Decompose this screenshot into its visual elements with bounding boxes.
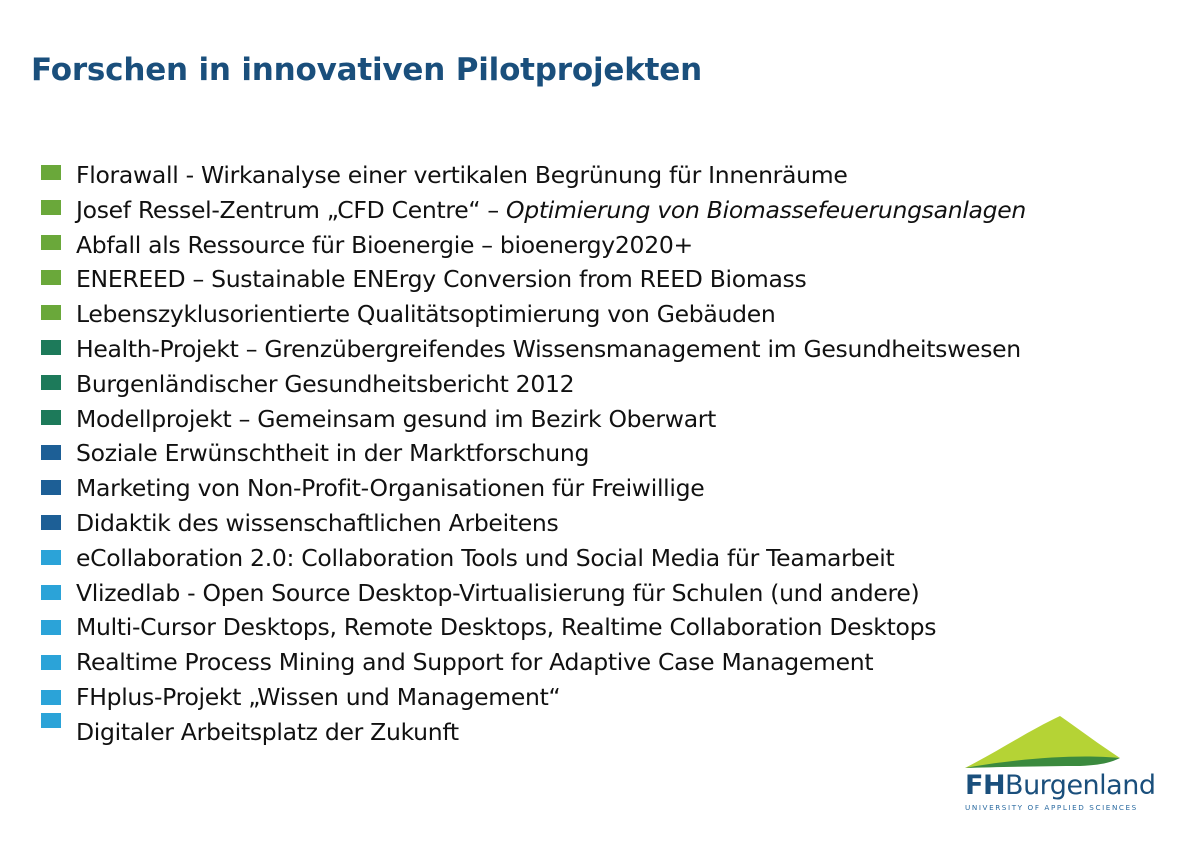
project-item-text: FHplus-Projekt „Wissen und Management“	[76, 682, 561, 711]
project-item	[76, 715, 1026, 750]
bullet-marker	[41, 585, 61, 600]
project-item	[76, 610, 1026, 645]
project-item	[76, 228, 1026, 263]
project-item	[76, 541, 1026, 576]
project-item-text: Vlizedlab - Open Source Desktop-Virtualisierung für Schulen (und andere)	[76, 578, 920, 607]
project-item-text: Soziale Erwünschtheit in der Marktforschung	[76, 439, 590, 468]
bullet-marker	[41, 690, 61, 705]
project-item-text: Health-Projekt – Grenzübergreifendes Wissensmanagement im Gesundheitswesen	[76, 334, 1021, 363]
project-item-text: Burgenländischer Gesundheitsbericht 2012	[76, 369, 575, 398]
bullet-marker	[41, 445, 61, 460]
project-item-text: Marketing von Non-Profit-Organisationen für Freiwillige	[76, 474, 705, 503]
project-item	[76, 262, 1026, 297]
project-item-text: Realtime Process Mining and Support for Adaptive Case Management	[76, 648, 874, 677]
bullet-marker	[41, 713, 61, 728]
project-item-text: Lebenszyklusorientierte Qualitätsoptimierung von Gebäuden	[76, 300, 776, 329]
project-item-text: Digitaler Arbeitsplatz der Zukunft	[76, 717, 459, 746]
project-item-text: eCollaboration 2.0: Collaboration Tools und Social Media für Teamarbeit	[76, 543, 895, 572]
bullet-marker	[41, 305, 61, 320]
project-item	[76, 506, 1026, 541]
bullet-marker	[41, 200, 61, 215]
project-item	[76, 680, 1026, 715]
project-item-text: Modellprojekt – Gemeinsam gesund im Bezirk Oberwart	[76, 404, 717, 433]
bullet-marker	[41, 550, 61, 565]
bullet-marker	[41, 165, 61, 180]
project-item	[76, 297, 1026, 332]
project-item-text: Josef Ressel-Zentrum „CFD Centre“ –	[76, 195, 507, 224]
bullet-markers	[41, 165, 63, 725]
project-item	[76, 645, 1026, 680]
bullet-marker	[41, 620, 61, 635]
logo-subtitle: UNIVERSITY OF APPLIED SCIENCES	[965, 803, 1138, 812]
project-item-text: Abfall als Ressource für Bioenergie – bioenergy2020+	[76, 230, 693, 259]
project-item-text: Multi-Cursor Desktops, Remote Desktops, Realtime Collaboration Desktops	[76, 613, 937, 642]
bullet-marker	[41, 655, 61, 670]
project-item-text: Florawall - Wirkanalyse einer vertikalen Begrünung für Innenräume	[76, 161, 848, 189]
bullet-marker	[41, 270, 61, 285]
bullet-marker	[41, 480, 61, 495]
project-item-text: ENEREED – Sustainable ENErgy Conversion from REED Biomass	[76, 265, 807, 294]
bullet-marker	[41, 340, 61, 355]
project-item	[76, 332, 1026, 367]
project-list	[76, 158, 1026, 750]
logo-burgenland: Burgenland	[1005, 770, 1156, 801]
logo-fh: FH	[965, 770, 1006, 801]
page-title: Forschen in innovativen Pilotprojekten	[31, 52, 702, 88]
project-item-italic-text: Optimierung von Biomassefeuerungsanlagen	[506, 195, 1027, 224]
project-item	[76, 193, 1026, 228]
bullet-marker	[41, 410, 61, 425]
project-item	[76, 436, 1026, 471]
bullet-marker	[41, 375, 61, 390]
project-item	[76, 367, 1026, 402]
logo-wordmark	[965, 770, 1155, 801]
bullet-marker	[41, 235, 61, 250]
project-item	[76, 576, 1026, 611]
project-item	[76, 471, 1026, 506]
project-item	[76, 158, 1026, 193]
project-item-text: Didaktik des wissenschaftlichen Arbeitens	[76, 508, 559, 537]
bullet-marker	[41, 515, 61, 530]
project-item	[76, 402, 1026, 437]
